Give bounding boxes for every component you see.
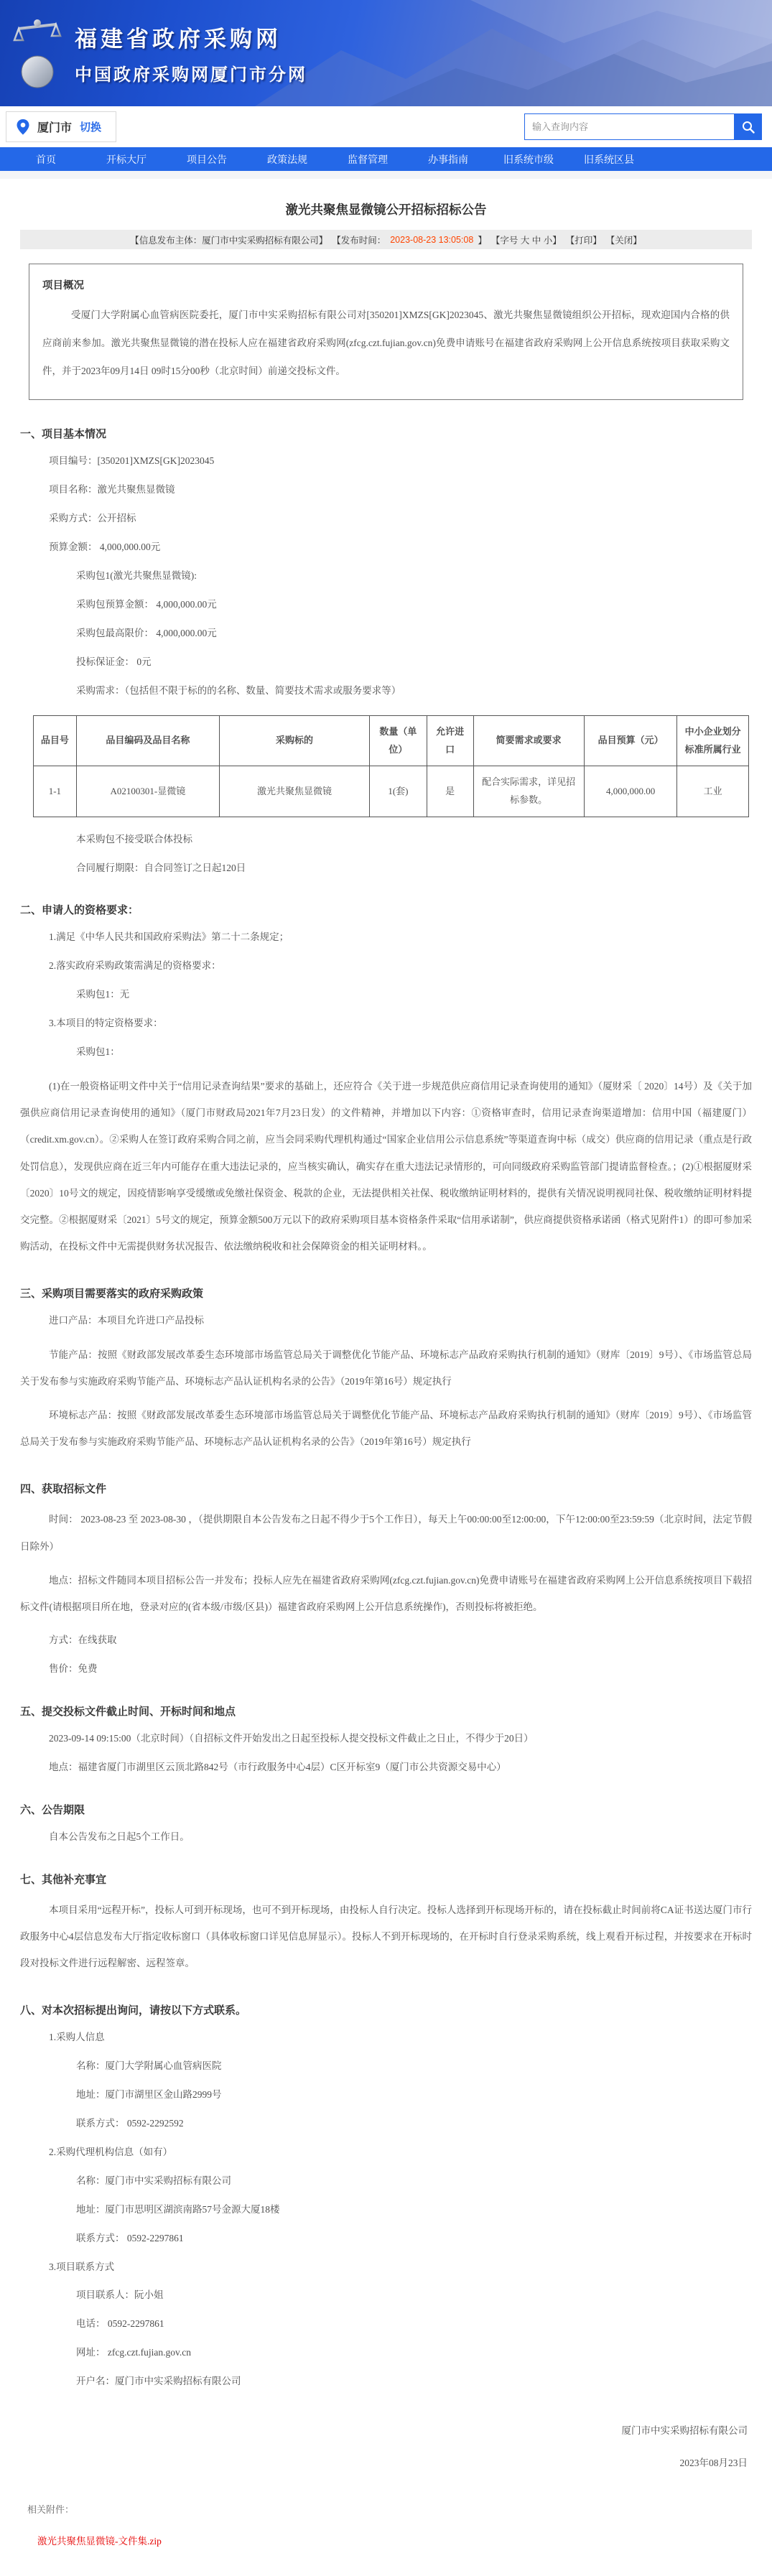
section-6-heading: 六、公告期限	[20, 1803, 85, 1816]
cell-subject: 激光共聚焦显微镜	[219, 766, 369, 817]
agency-info-heading: 2.采购代理机构信息（如有）	[49, 2146, 173, 2157]
project-number: 项目编号：[350201]XMZS[GK]2023045	[49, 455, 215, 467]
overview-title: 项目概况	[42, 280, 84, 292]
items-table	[33, 715, 749, 817]
cell-item-code-name: A02100301-显微镜	[76, 766, 219, 817]
font-size-control[interactable]: 【字号 大 中 小】	[490, 235, 562, 246]
signature-date: 2023年08月23日	[679, 2458, 748, 2469]
nav-item-home[interactable]: 首页	[36, 153, 56, 165]
agency-phone: 联系方式： 0592-2297861	[76, 2232, 184, 2243]
section-8-heading: 八、对本次招标提出询问，请按以下方式联系。	[20, 2004, 247, 2017]
obtain-time-paragraph: 时间： 2023-08-23 至 2023-08-30 ，（提供期限自本公告发布之日起不得少于5个工作日），每天上午00:00:00至12:00:00，下午12:00:00至23:59:59（北京时间，法定节假日除外）	[20, 1514, 752, 1552]
cell-import-allowed: 是	[427, 766, 473, 817]
site-banner	[0, 0, 772, 106]
table-header-row	[34, 715, 749, 766]
attachments-label: 相关附件：	[27, 2504, 75, 2516]
announcement-period-line: 自本公告发布之日起5个工作日。	[49, 1831, 190, 1842]
search-button[interactable]	[734, 113, 762, 140]
bid-bond: 投标保证金： 0元	[76, 656, 152, 667]
col-item-code-name: 品目编码及品目名称	[76, 715, 219, 766]
mountain-decoration	[255, 0, 772, 106]
purchaser-phone: 联系方式： 0592-2292592	[76, 2117, 184, 2129]
eco-label-paragraph: 环境标志产品：按照《财政部发展改革委生态环境部市场监管总局关于调整优化节能产品、环境标志产品政府采购执行机制的通知》（财库〔2019〕9号）、《市场监管总局关于发布参与实施政府采购节能产品、环境标志产品认证机构名录的公告》（2019年第16号）规定执行	[20, 1410, 752, 1448]
import-products-line: 进口产品：本项目允许进口产品投标	[49, 1315, 204, 1326]
package-budget: 采购包预算金额： 4,000,000.00元	[76, 599, 217, 610]
attachments-section	[20, 2502, 752, 2547]
overview-body: 受厦门大学附属心血管病医院委托，厦门市中实采购招标有限公司对[350201]XMZS[GK]2023045、激光共聚焦显微镜组织公开招标，现欢迎国内合格的供应商前来参加。激光共聚焦显微镜的潜在投标人应在福建省政府采购网(zfcg.czt.fujian.gov.cn)免费申请账号在福建省政府采购网上公开信息系统按项目获取采购文件，并于2023年09月14日 09时15分00秒（北京时间）前递交投标文件。	[42, 310, 730, 377]
signature-block	[20, 2423, 752, 2472]
cell-item-budget: 4,000,000.00	[584, 766, 676, 817]
site-logo	[10, 14, 65, 93]
site-titles	[75, 21, 307, 85]
package-max-price: 采购包最高限价： 4,000,000.00元	[76, 628, 217, 639]
section-2-heading: 二、申请人的资格要求：	[20, 904, 139, 917]
switch-city-link[interactable]: 切换	[80, 121, 102, 134]
section-7-heading: 七、其他补充事宜	[20, 1873, 107, 1886]
qualification-package-1: 采购包1：	[76, 1046, 120, 1058]
obtain-method-line: 方式：在线获取	[49, 1634, 117, 1645]
section-3-heading: 三、采购项目需要落实的政府采购政策	[20, 1288, 204, 1301]
nav-item-policies[interactable]: 政策法规	[267, 153, 307, 165]
project-contact-person: 项目联系人：阮小姐	[76, 2289, 164, 2301]
search-input[interactable]	[524, 113, 734, 140]
meta-time-suffix: 】	[478, 235, 487, 246]
project-contact-heading: 3.项目联系方式	[49, 2261, 115, 2272]
qualification-package-none: 采购包1：无	[76, 989, 130, 1000]
site-subtitle: 中国政府采购网厦门市分网	[75, 65, 307, 85]
location-search-bar	[0, 106, 772, 147]
purchaser-address: 地址：厦门市湖里区金山路2999号	[76, 2088, 222, 2100]
col-subject: 采购标的	[219, 715, 369, 766]
energy-saving-paragraph: 节能产品：按照《财政部发展改革委生态环境部市场监管总局关于调整优化节能产品、环境标志产品政府采购执行机制的通知》（财库〔2019〕9号）、《市场监管总局关于发布参与实施政府采购节能产品、环境标志产品认证机构名录的公告》（2019年第16号）规定执行	[20, 1349, 752, 1387]
nav-item-supervision[interactable]: 监督管理	[348, 153, 388, 165]
main-nav	[0, 147, 772, 171]
purchaser-name: 名称：厦门大学附属心血管病医院	[76, 2060, 222, 2071]
deadline-line: 2023-09-14 09:15:00（北京时间）（自招标文件开始发出之日起至投标人提交投标文件截止之日止，不得少于20日）	[49, 1732, 534, 1744]
qualification-item-2: 2.落实政府采购政策需满足的资格要求：	[49, 960, 221, 972]
cell-item-no: 1-1	[34, 766, 77, 817]
meta-publisher: 【信息发布主体：厦门市中实采购招标有限公司】	[130, 235, 328, 246]
print-button[interactable]: 【打印】	[565, 235, 602, 246]
signature-company: 厦门市中实采购招标有限公司	[621, 2425, 748, 2437]
search-box	[524, 113, 762, 140]
col-quantity: 数量（单位）	[370, 715, 427, 766]
meta-time-prefix: 【发布时间：	[332, 235, 386, 246]
project-contact-phone: 电话： 0592-2297861	[76, 2318, 164, 2330]
project-overview-box	[29, 264, 743, 400]
nav-item-guide[interactable]: 办事指南	[428, 153, 468, 165]
divider-strip	[0, 171, 772, 179]
obtain-place-paragraph: 地点：招标文件随同本项目招标公告一并发布；投标人应先在福建省政府采购网(zfcg.czt.fujian.gov.cn)免费申请账号在福建省政府采购网上公开信息系统按项目下载招标文件(请根据项目所在地，登录对应的(省本级/市级/区县)）福建省政府采购网上公开信息系统操作)，否则投标将被拒绝。	[20, 1574, 752, 1612]
table-row	[34, 766, 749, 817]
no-consortium-note: 本采购包不接受联合体投标	[76, 833, 192, 845]
col-import-allowed: 允许进口	[427, 715, 473, 766]
procurement-method: 采购方式：公开招标	[49, 513, 136, 524]
remote-bid-opening-paragraph: 本项目采用“远程开标”，投标人可到开标现场，也可不到开标现场，由投标人自行决定。投标人选择到开标现场开标的，请在投标截止时间前将CA证书送达厦门市行政服务中心4层信息发布大厅指定收标窗口（具体收标窗口详见信息屏显示）。投标人不到开标现场的，在开标时自行登录采购系统，线上观看开标过程，并按要求在开标时段对投标文件进行远程解密、远程签章。	[20, 1904, 752, 1968]
procurement-demand: 采购需求：（包括但不限于标的的名称、数量、简要技术需求或服务要求等）	[76, 684, 401, 696]
project-contact-website: 网址： zfcg.czt.fujian.gov.cn	[76, 2347, 191, 2358]
close-button[interactable]: 【关闭】	[605, 235, 642, 246]
current-city: 厦门市	[37, 122, 73, 134]
qualification-item-3: 3.本项目的特定资格要求：	[49, 1018, 163, 1029]
project-account-name: 开户名：厦门市中实采购招标有限公司	[76, 2376, 241, 2387]
nav-item-bid-hall[interactable]: 开标大厅	[106, 153, 147, 165]
obtain-price-line: 售价：免费	[49, 1663, 98, 1674]
col-item-budget: 品目预算（元）	[584, 715, 676, 766]
cell-sme-industry: 工业	[677, 766, 749, 817]
nav-item-project-announcements[interactable]: 项目公告	[187, 153, 227, 165]
agency-address: 地址：厦门市思明区湖滨南路57号金源大厦18楼	[76, 2203, 280, 2215]
section-1-heading: 一、项目基本情况	[20, 428, 107, 441]
project-name: 项目名称：激光共聚焦显微镜	[49, 484, 175, 496]
meta-bar	[20, 230, 752, 249]
qualification-item-1: 1.满足《中华人民共和国政府采购法》第二十二条规定；	[49, 931, 289, 943]
nav-item-old-system-city[interactable]: 旧系统市级	[503, 153, 554, 165]
page-title: 激光共聚焦显微镜公开招标招标公告	[285, 203, 487, 217]
agency-name: 名称：厦门市中实采购招标有限公司	[76, 2175, 231, 2186]
announcement-document	[0, 179, 772, 2576]
location-selector[interactable]	[6, 111, 116, 142]
nav-item-old-system-district[interactable]: 旧系统区县	[584, 153, 634, 165]
section-4-heading: 四、获取招标文件	[20, 1483, 107, 1496]
location-pin-icon	[17, 119, 29, 135]
budget-amount: 预算金额： 4,000,000.00元	[49, 541, 161, 553]
opening-place-line: 地点：福建省厦门市湖里区云顶北路842号（市行政服务中心4层）C区开标室9（厦门市公共资源交易中心）	[49, 1761, 506, 1772]
meta-publish-time: 2023-08-23 13:05:08	[390, 234, 474, 245]
purchaser-info-heading: 1.采购人信息	[49, 2032, 105, 2043]
attachment-file-link[interactable]: 激光共聚焦显微镜-文件集.zip	[37, 2536, 162, 2547]
col-item-no: 品目号	[34, 715, 77, 766]
site-title: 福建省政府采购网	[75, 27, 282, 52]
qualification-detail-paragraph: (1)在一般资格证明文件中关于“信用记录查询结果”要求的基础上，还应符合《关于进一步规范供应商信用记录查询使用的通知》（厦财采〔 2020〕14号）及《关于加强供应商信用记录查询使用的通知》（厦门市财政局2021年7月23日发）的文件精神，并增加以下内容：①资格审查时，信用记录查询渠道增加：信用中国（福建厦门）（credit.xm.gov.cn）。②采购人在签订政府采购合同之前，应当会同采购代理机构通过“国家企业信用公示信息系统”等渠道查询中标（成交）供应商的信用记录（重点是行政处罚信息），发现供应商在近三年内可能存在重大违法记录的，应当核实确认，确实存在重大违法记录情形的，可向同级政府采购监管部门提请监督检查。；(2)①根据厦财采〔2020〕10号文的规定，因疫情影响享受缓缴或免缴社保资金、税款的企业，无法提供相关社保、税收缴纳证明材料的，提供有关情况说明视同社保、税收缴纳证明材料提交完整。②根据厦财采〔2021〕5号文的规定，预算金额500万元以下的政府采购项目基本资格条件采取“信用承诺制”，供应商提供资格承诺函（格式见附件1）的即可参加采购活动，在投标文件中无需提供财务状况报告、依法缴纳税收和社会保障资金的相关证明材料。。	[20, 1081, 752, 1252]
col-brief-requirements: 简要需求或要求	[473, 715, 584, 766]
package-1: 采购包1(激光共聚焦显微镜):	[76, 570, 197, 582]
col-sme-industry: 中小企业划分标准所属行业	[677, 715, 749, 766]
search-icon	[742, 121, 755, 134]
cell-brief-requirements: 配合实际需求，详见招标参数。	[473, 766, 584, 817]
contract-period-note: 合同履行期限：自合同签订之日起120日	[76, 862, 246, 873]
cell-quantity: 1(套)	[370, 766, 427, 817]
section-5-heading: 五、提交投标文件截止时间、开标时间和地点	[20, 1705, 236, 1718]
